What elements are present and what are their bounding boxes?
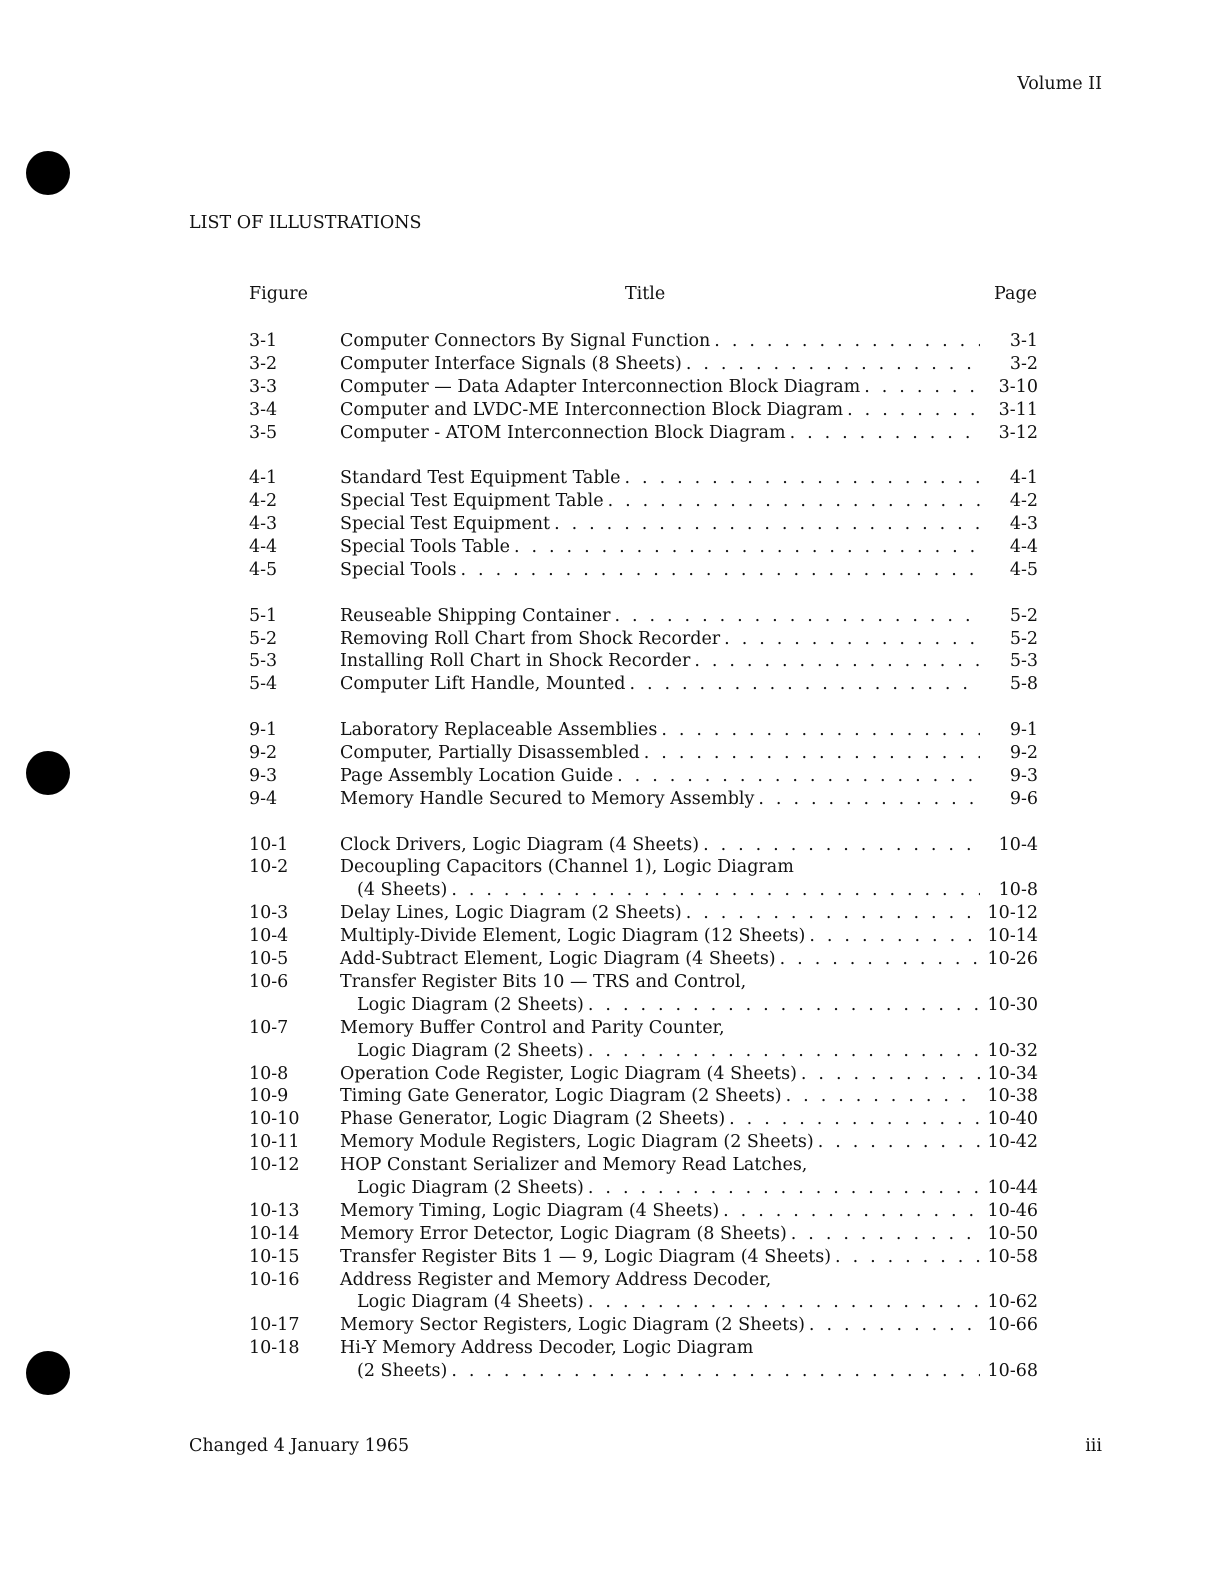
column-header-title: Title — [625, 284, 666, 304]
entry-line — [249, 765, 1038, 788]
figure-number — [249, 994, 340, 1017]
figure-group — [249, 605, 1038, 697]
page-number: 10-46 — [987, 1200, 1038, 1221]
entry-line — [249, 925, 1038, 948]
column-header-figure: Figure — [249, 284, 308, 304]
page-number: 3-1 — [1009, 331, 1038, 351]
figure-title: Computer and LVDC-ME Interconnection Block Diagram — [340, 399, 844, 420]
figure-number: 10-7 — [249, 1017, 289, 1038]
dot-leader — [725, 1108, 980, 1131]
figure-number: 10-18 — [249, 1338, 300, 1359]
entry-line — [249, 1314, 1038, 1337]
figure-title: Computer - ATOM Interconnection Block Diagram — [340, 422, 786, 443]
figure-group — [249, 719, 1038, 811]
figure-title: Logic Diagram (2 Sheets) — [357, 1177, 584, 1198]
dot-leader — [682, 902, 980, 925]
figure-title: Memory Sector Registers, Logic Diagram (2 Sheets) — [340, 1315, 805, 1336]
entry-line — [249, 559, 1038, 582]
page-number: 9-6 — [1009, 788, 1038, 809]
figure-number: 10-8 — [249, 1063, 289, 1084]
list-item — [249, 1085, 1038, 1108]
entry-line — [249, 1291, 1038, 1314]
figure-number — [249, 1040, 340, 1063]
entry-line — [249, 376, 1038, 399]
figure-title: Special Test Equipment — [340, 514, 551, 535]
page-number: 10-4 — [998, 834, 1038, 855]
dot-leader — [640, 742, 980, 765]
figure-number: 3-2 — [249, 353, 278, 374]
page-number: 10-34 — [987, 1063, 1038, 1084]
figure-group — [249, 467, 1038, 581]
figure-title: Decoupling Capacitors (Channel 1), Logic Diagram — [340, 857, 794, 878]
page-number: 4-5 — [1009, 559, 1038, 580]
dot-leader — [584, 1177, 980, 1200]
entry-line — [249, 994, 1038, 1017]
figure-title: Special Tools Table — [340, 537, 510, 558]
list-item — [249, 856, 1038, 902]
entry-line — [249, 330, 1038, 353]
figure-title: Memory Module Registers, Logic Diagram (2 Sheets) — [340, 1132, 814, 1153]
list-item — [249, 1223, 1038, 1246]
dot-leader — [510, 536, 980, 559]
entry-line — [249, 971, 1038, 994]
figure-number: 10-9 — [249, 1086, 289, 1107]
dot-leader — [719, 1200, 980, 1223]
entry-line — [249, 1085, 1038, 1108]
entry-line — [249, 1246, 1038, 1269]
entry-line — [249, 1040, 1038, 1063]
list-item — [249, 1200, 1038, 1223]
page-number: 10-8 — [998, 880, 1038, 901]
dot-leader — [782, 1085, 980, 1108]
list-item — [249, 1108, 1038, 1131]
punch-hole — [26, 751, 70, 795]
list-item — [249, 948, 1038, 971]
figure-title: Memory Handle Secured to Memory Assembly — [340, 788, 755, 809]
figure-title: Logic Diagram (4 Sheets) — [357, 1292, 584, 1313]
figure-number: 10-17 — [249, 1315, 300, 1336]
dot-leader — [584, 1291, 980, 1314]
figure-title: Logic Diagram (2 Sheets) — [357, 994, 584, 1015]
figure-title: (4 Sheets) — [357, 880, 448, 901]
list-item — [249, 1246, 1038, 1269]
dot-leader — [860, 376, 980, 399]
figure-title: Reuseable Shipping Container — [340, 605, 611, 626]
list-item — [249, 742, 1038, 765]
page-number: 5-2 — [1009, 605, 1038, 626]
dot-leader — [786, 422, 980, 445]
dot-leader — [699, 834, 980, 857]
dot-leader — [657, 719, 980, 742]
list-item — [249, 513, 1038, 536]
column-header-page: Page — [994, 284, 1037, 304]
figure-number: 9-2 — [249, 743, 278, 764]
list-item — [249, 467, 1038, 490]
entry-line — [249, 856, 1038, 879]
figure-title: Installing Roll Chart in Shock Recorder — [340, 651, 691, 672]
figure-title: HOP Constant Serializer and Memory Read Latches, — [340, 1155, 808, 1176]
entry-line — [249, 1108, 1038, 1131]
figure-number: 3-1 — [249, 331, 278, 351]
list-item — [249, 1269, 1038, 1315]
figure-title: (2 Sheets) — [357, 1361, 448, 1382]
page-number: 10-26 — [987, 949, 1038, 970]
list-item — [249, 353, 1038, 376]
dot-leader — [776, 948, 980, 971]
entry-line — [249, 742, 1038, 765]
list-item — [249, 1154, 1038, 1200]
list-item — [249, 422, 1038, 445]
figure-number: 10-2 — [249, 857, 289, 878]
figure-number: 9-1 — [249, 720, 278, 741]
page-number: 9-1 — [1009, 720, 1038, 741]
entry-line — [249, 719, 1038, 742]
page-number: 10-50 — [987, 1223, 1038, 1244]
entry-line — [249, 948, 1038, 971]
page-number: 10-62 — [987, 1292, 1038, 1313]
figure-number: 10-12 — [249, 1155, 300, 1176]
list-item — [249, 330, 1038, 353]
dot-leader — [805, 925, 980, 948]
figure-number: 10-15 — [249, 1246, 300, 1267]
entry-line — [249, 834, 1038, 857]
figure-number: 9-4 — [249, 788, 278, 809]
page-number: 10-38 — [987, 1086, 1038, 1107]
figure-number: 9-3 — [249, 765, 278, 786]
list-item — [249, 1131, 1038, 1154]
page-number: 5-8 — [1009, 674, 1038, 695]
page-number: 3-12 — [998, 422, 1038, 443]
figure-number: 10-13 — [249, 1200, 300, 1221]
entry-line — [249, 788, 1038, 811]
list-item — [249, 765, 1038, 788]
figure-title: Transfer Register Bits 1 — 9, Logic Diagram (4 Sheets) — [340, 1246, 832, 1267]
dot-leader — [690, 650, 980, 673]
figure-number: 10-4 — [249, 926, 289, 947]
illustrations-list — [249, 330, 1038, 1406]
figure-number: 5-2 — [249, 628, 278, 649]
figure-title: Memory Error Detector, Logic Diagram (8 Sheets) — [340, 1223, 787, 1244]
figure-title: Transfer Register Bits 10 — TRS and Control, — [340, 971, 747, 992]
list-item — [249, 559, 1038, 582]
list-item — [249, 834, 1038, 857]
figure-title: Computer Interface Signals (8 Sheets) — [340, 353, 682, 374]
dot-leader — [550, 513, 980, 536]
figure-title: Timing Gate Generator, Logic Diagram (2 Sheets) — [340, 1086, 782, 1107]
entry-line — [249, 650, 1038, 673]
page-number: 10-40 — [987, 1109, 1038, 1130]
page-title: LIST OF ILLUSTRATIONS — [189, 213, 422, 233]
entry-line — [249, 513, 1038, 536]
figure-number: 4-3 — [249, 514, 278, 535]
entry-line — [249, 673, 1038, 696]
dot-leader — [447, 879, 980, 902]
page-number: 9-2 — [1009, 743, 1038, 764]
page-number: 10-12 — [987, 903, 1038, 924]
dot-leader — [720, 628, 980, 651]
figure-number: 10-16 — [249, 1269, 300, 1290]
figure-title: Operation Code Register, Logic Diagram (4 Sheets) — [340, 1063, 797, 1084]
figure-title: Memory Timing, Logic Diagram (4 Sheets) — [340, 1200, 720, 1221]
figure-number: 3-3 — [249, 376, 278, 397]
figure-title: Computer Lift Handle, Mounted — [340, 674, 626, 695]
figure-number: 3-4 — [249, 399, 278, 420]
page-number: 4-1 — [1009, 468, 1038, 489]
page-number: 10-66 — [987, 1315, 1038, 1336]
dot-leader — [621, 467, 980, 490]
page-number: 5-2 — [1009, 628, 1038, 649]
figure-number: 4-2 — [249, 491, 278, 512]
dot-leader — [613, 765, 980, 788]
page-number: 10-44 — [987, 1177, 1038, 1198]
page-number: 10-14 — [987, 926, 1038, 947]
list-item — [249, 399, 1038, 422]
figure-title: Computer, Partially Disassembled — [340, 743, 640, 764]
page-number: 5-3 — [1009, 651, 1038, 672]
entry-line — [249, 879, 1038, 902]
dot-leader — [610, 605, 980, 628]
list-item — [249, 1337, 1038, 1383]
entry-line — [249, 1223, 1038, 1246]
figure-number: 5-4 — [249, 674, 278, 695]
figure-number: 4-4 — [249, 537, 278, 558]
entry-line — [249, 467, 1038, 490]
list-item — [249, 673, 1038, 696]
footer-change-date: Changed 4 January 1965 — [189, 1436, 410, 1456]
figure-number: 10-14 — [249, 1223, 300, 1244]
figure-number: 10-10 — [249, 1109, 300, 1130]
figure-title: Address Register and Memory Address Decoder, — [340, 1269, 772, 1290]
dot-leader — [805, 1314, 980, 1337]
figure-title: Page Assembly Location Guide — [340, 765, 614, 786]
figure-title: Special Test Equipment Table — [340, 491, 604, 512]
figure-title: Delay Lines, Logic Diagram (2 Sheets) — [340, 903, 682, 924]
figure-title: Add-Subtract Element, Logic Diagram (4 Sheets) — [340, 949, 776, 970]
figure-title: Laboratory Replaceable Assemblies — [340, 720, 658, 741]
entry-line — [249, 536, 1038, 559]
figure-title: Removing Roll Chart from Shock Recorder — [340, 628, 721, 649]
page-number: 10-42 — [987, 1132, 1038, 1153]
page-number: 10-30 — [987, 994, 1038, 1015]
figure-title: Multiply-Divide Element, Logic Diagram (12 Sheets) — [340, 926, 806, 947]
figure-number: 10-6 — [249, 971, 289, 992]
dot-leader — [814, 1131, 980, 1154]
punch-hole — [26, 151, 70, 195]
list-item — [249, 650, 1038, 673]
punch-hole — [26, 1351, 70, 1395]
figure-number: 5-3 — [249, 651, 278, 672]
list-item — [249, 1314, 1038, 1337]
entry-line — [249, 605, 1038, 628]
entry-line — [249, 1177, 1038, 1200]
page-number: 10-68 — [987, 1361, 1038, 1382]
volume-label: Volume II — [1017, 74, 1102, 94]
entry-line — [249, 628, 1038, 651]
entry-line — [249, 1269, 1038, 1292]
figure-number — [249, 1360, 340, 1383]
page-number: 4-3 — [1009, 514, 1038, 535]
figure-title: Logic Diagram (2 Sheets) — [357, 1040, 584, 1061]
figure-group — [249, 330, 1038, 444]
figure-number — [249, 1177, 340, 1200]
figure-number: 4-5 — [249, 559, 278, 580]
dot-leader — [584, 1040, 980, 1063]
entry-line — [249, 1017, 1038, 1040]
figure-group — [249, 834, 1038, 1383]
figure-title: Special Tools — [340, 559, 457, 580]
list-item — [249, 376, 1038, 399]
figure-number: 3-5 — [249, 422, 278, 443]
entry-line — [249, 422, 1038, 445]
footer-page-number: iii — [1085, 1436, 1102, 1456]
list-item — [249, 902, 1038, 925]
figure-number: 10-5 — [249, 949, 289, 970]
entry-line — [249, 1063, 1038, 1086]
entry-line — [249, 1360, 1038, 1383]
figure-number — [249, 879, 340, 902]
entry-line — [249, 902, 1038, 925]
figure-title: Hi-Y Memory Address Decoder, Logic Diagram — [340, 1338, 754, 1359]
list-item — [249, 925, 1038, 948]
figure-number: 10-11 — [249, 1132, 300, 1153]
page-number: 4-4 — [1009, 537, 1038, 558]
entry-line — [249, 1200, 1038, 1223]
entry-line — [249, 353, 1038, 376]
dot-leader — [843, 399, 980, 422]
entry-line — [249, 1131, 1038, 1154]
list-item — [249, 605, 1038, 628]
dot-leader — [797, 1063, 980, 1086]
entry-line — [249, 1337, 1038, 1360]
list-item — [249, 1063, 1038, 1086]
dot-leader — [787, 1223, 980, 1246]
dot-leader — [831, 1246, 980, 1269]
figure-title: Computer — Data Adapter Interconnection Block Diagram — [340, 376, 861, 397]
list-item — [249, 719, 1038, 742]
figure-number: 10-3 — [249, 903, 289, 924]
figure-title: Standard Test Equipment Table — [340, 468, 621, 489]
page-number: 3-2 — [1009, 353, 1038, 374]
list-item — [249, 490, 1038, 513]
dot-leader — [604, 490, 980, 513]
dot-leader — [625, 673, 980, 696]
dot-leader — [447, 1360, 980, 1383]
dot-leader — [682, 353, 980, 376]
page-number: 3-11 — [998, 399, 1038, 420]
list-item — [249, 971, 1038, 1017]
list-item — [249, 788, 1038, 811]
page-number: 9-3 — [1009, 765, 1038, 786]
figure-title: Clock Drivers, Logic Diagram (4 Sheets) — [340, 834, 700, 855]
figure-number: 4-1 — [249, 468, 278, 489]
list-item — [249, 628, 1038, 651]
dot-leader — [584, 994, 980, 1017]
figure-number: 5-1 — [249, 605, 278, 626]
figure-title: Memory Buffer Control and Parity Counter, — [340, 1017, 725, 1038]
entry-line — [249, 399, 1038, 422]
page-number: 10-32 — [987, 1040, 1038, 1061]
list-item — [249, 536, 1038, 559]
page-number: 4-2 — [1009, 491, 1038, 512]
figure-number — [249, 1291, 340, 1314]
entry-line — [249, 1154, 1038, 1177]
page-number: 3-10 — [998, 376, 1038, 397]
figure-number: 10-1 — [249, 834, 289, 855]
dot-leader — [710, 330, 980, 353]
list-item — [249, 1017, 1038, 1063]
dot-leader — [457, 559, 980, 582]
figure-title: Computer Connectors By Signal Function — [340, 331, 711, 351]
entry-line — [249, 490, 1038, 513]
dot-leader — [754, 788, 980, 811]
page-number: 10-58 — [987, 1246, 1038, 1267]
figure-title: Phase Generator, Logic Diagram (2 Sheets) — [340, 1109, 726, 1130]
